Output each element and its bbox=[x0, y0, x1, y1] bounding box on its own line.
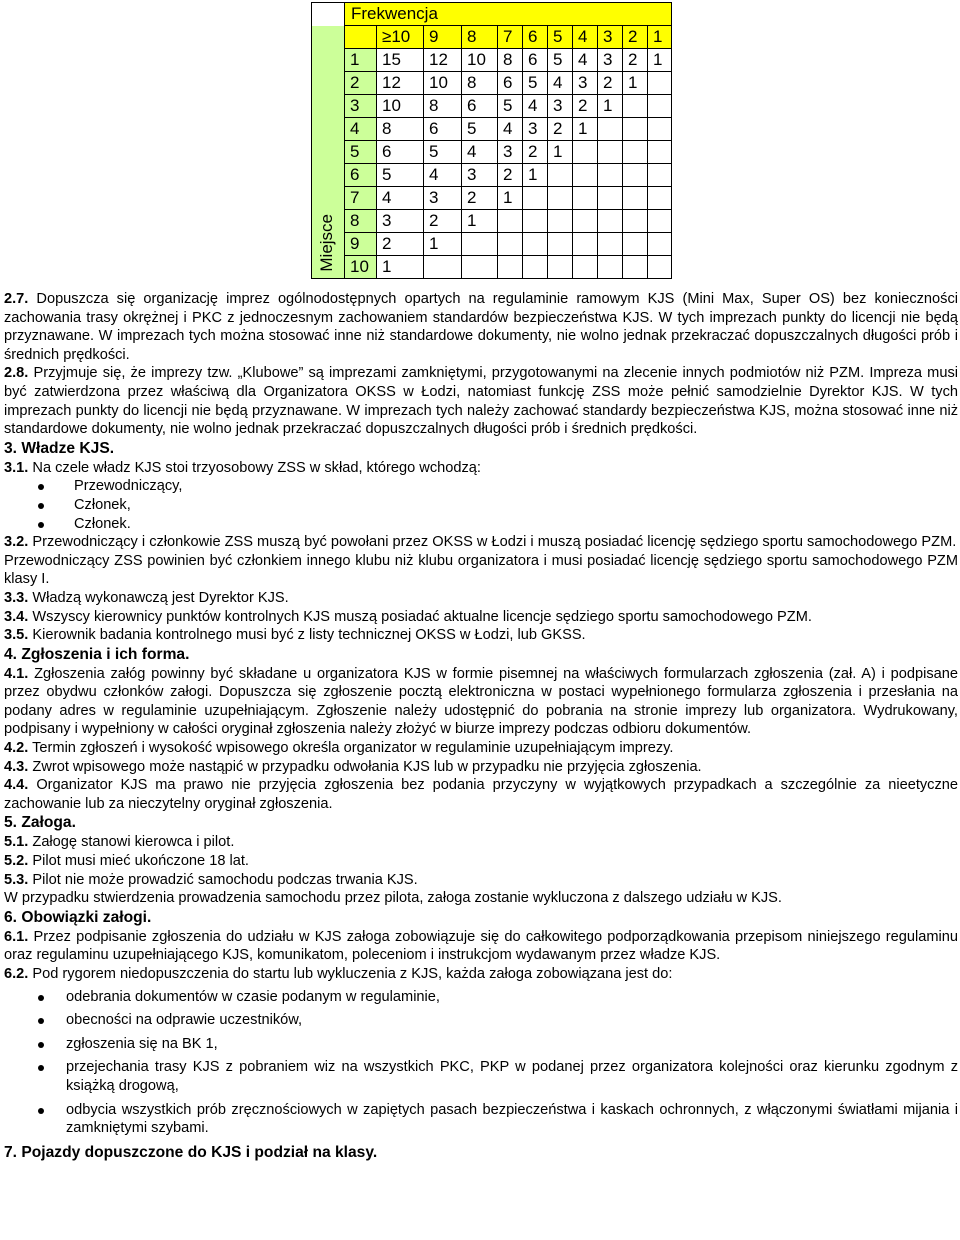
table-cell bbox=[598, 164, 623, 187]
table-cell bbox=[573, 187, 598, 210]
table-cell: 3 bbox=[462, 164, 498, 187]
header-cell: 5 bbox=[548, 26, 573, 49]
table-cell bbox=[462, 256, 498, 279]
table-cell bbox=[598, 210, 623, 233]
paragraph-text: Kierownik badania kontrolnego musi być z listy technicznej OKSS w Łodzi, lub GKSS. bbox=[28, 627, 586, 644]
table-cell bbox=[573, 233, 598, 256]
paragraph-text: Zgłoszenia załóg powinny być składane u organizatora KJS w formie pisemnej na właściwych formularzach zgłoszenia (zał. A) i podpisane przez obydwu członków załogi. Dopuszcza się zgłoszenie pocztą elektroniczna w postaci wypełnionego formularza zgłoszenia i przesłania na podany adres w regulaminie uzupełniającym. Zgłoszenie należy udostępnić do pobrania na stronie imprezy lub organizatora. Wydrukowany, podpisany i wypełniony w całości oryginał zgłoszenia należy złożyć w biurze imprezy podczas odbioru dokumentów. bbox=[4, 665, 958, 738]
paragraph-text: Wszyscy kierownicy punktów kontrolnych KJS muszą posiadać aktualne licencje sędziego sportu samochodowego PZM. bbox=[28, 608, 812, 625]
paragraph-text: Pilot nie może prowadzić samochodu podczas trwania KJS. bbox=[28, 871, 418, 888]
header-cell: 7 bbox=[498, 26, 523, 49]
table-cell: 3 bbox=[377, 210, 424, 233]
paragraph-number: 3.2. bbox=[4, 534, 29, 551]
table-cell: 4 bbox=[424, 164, 462, 187]
paragraph-5-3 bbox=[4, 871, 958, 890]
paragraph-5-1 bbox=[4, 833, 958, 852]
table-cell bbox=[498, 233, 523, 256]
table-cell bbox=[623, 256, 648, 279]
table-cell: 5 bbox=[424, 141, 462, 164]
table-cell: 6 bbox=[462, 95, 498, 118]
paragraph-number: 6.2. bbox=[4, 966, 29, 982]
list-item-text: Członek, bbox=[74, 496, 131, 513]
table-cell bbox=[548, 210, 573, 233]
paragraph-6-1 bbox=[4, 928, 958, 965]
table-title-row bbox=[312, 3, 672, 26]
table-cell bbox=[623, 141, 648, 164]
table-cell bbox=[648, 233, 672, 256]
table-cell bbox=[573, 141, 598, 164]
paragraph-number: 2.7. bbox=[4, 291, 29, 307]
row-label-cell: 3 bbox=[345, 95, 377, 118]
paragraph-number: 3.3. bbox=[4, 589, 29, 606]
paragraph-6-2 bbox=[4, 965, 958, 984]
paragraph-text: Przez podpisanie zgłoszenia do udziału w KJS załoga zobowiązuje się do całkowitego podporządkowania przepisom niniejszego regulaminu oraz regulaminu uzupełniającego KJS, komunikatom, poleceniom i instrukcjom wydawanym przez władze KJS. bbox=[4, 928, 958, 964]
paragraph-4-2 bbox=[4, 739, 958, 758]
table-cell: 8 bbox=[377, 118, 424, 141]
table-cell: 4 bbox=[498, 118, 523, 141]
table-row bbox=[312, 49, 672, 72]
paragraph-3-1 bbox=[4, 459, 958, 478]
table-header-row bbox=[312, 26, 672, 49]
table-cell: 2 bbox=[462, 187, 498, 210]
table-cell bbox=[623, 95, 648, 118]
table-cell bbox=[648, 164, 672, 187]
table-cell bbox=[623, 233, 648, 256]
table-cell: 1 bbox=[573, 118, 598, 141]
paragraph-text: Władzą wykonawczą jest Dyrektor KJS. bbox=[28, 589, 289, 606]
paragraph-number: 3.4. bbox=[4, 608, 29, 625]
table-cell: 2 bbox=[424, 210, 462, 233]
table-cell: 5 bbox=[377, 164, 424, 187]
row-label-cell: 9 bbox=[345, 233, 377, 256]
header-cell: 6 bbox=[523, 26, 548, 49]
table-cell bbox=[548, 187, 573, 210]
paragraph-text: Załogę stanowi kierowca i pilot. bbox=[28, 834, 235, 851]
list-item-text: odbycia wszystkich prób zręcznościowych w zapiętych pasach bezpieczeństwa i kaskach ochronnych, z włączonymi światłami mijania i zamkniętymi szybami. bbox=[66, 1101, 958, 1137]
table-cell: 1 bbox=[377, 256, 424, 279]
paragraph-number: 5.1. bbox=[4, 834, 29, 851]
list-item-text: Członek. bbox=[74, 515, 131, 532]
zss-members-list bbox=[4, 477, 958, 533]
table-cell: 12 bbox=[424, 49, 462, 72]
table-cell bbox=[598, 256, 623, 279]
table-cell: 15 bbox=[377, 49, 424, 72]
table-cell: 4 bbox=[523, 95, 548, 118]
table-cell: 1 bbox=[462, 210, 498, 233]
table-cell bbox=[598, 141, 623, 164]
paragraph-3-3 bbox=[4, 589, 958, 608]
table-cell: 2 bbox=[523, 141, 548, 164]
table-cell: 3 bbox=[424, 187, 462, 210]
section-heading-7: 7. Pojazdy dopuszczone do KJS i podział na klasy. bbox=[4, 1143, 378, 1161]
header-cell: 1 bbox=[648, 26, 672, 49]
table-cell: 1 bbox=[648, 49, 672, 72]
paragraph-number: 3.5. bbox=[4, 627, 29, 644]
table-cell: 1 bbox=[523, 164, 548, 187]
bullet-icon bbox=[38, 503, 44, 509]
table-row bbox=[312, 233, 672, 256]
side-label-cell bbox=[312, 26, 345, 279]
paragraph-5-3-b: W przypadku stwierdzenia prowadzenia samochodu przez pilota, załoga zostanie wykluczona z dalszego udziału w KJS. bbox=[4, 890, 782, 907]
table-cell: 1 bbox=[623, 72, 648, 95]
paragraph-text: Przewodniczący i członkowie ZSS muszą być powołani przez OKSS w Łodzi i muszą posiadać licencję sędziego sportu samochodowego PZM. bbox=[28, 534, 957, 551]
list-item-text: zgłoszenia się na BK 1, bbox=[66, 1035, 218, 1052]
paragraph-number: 4.2. bbox=[4, 740, 29, 757]
list-item bbox=[4, 515, 958, 534]
table-cell bbox=[648, 95, 672, 118]
paragraph-text: Termin zgłoszeń i wysokość wpisowego określa organizator w regulaminie uzupełniającym imprezy. bbox=[28, 740, 674, 757]
table-cell: 3 bbox=[548, 95, 573, 118]
table-cell bbox=[623, 210, 648, 233]
table-cell bbox=[648, 256, 672, 279]
paragraph-2-8 bbox=[4, 364, 958, 438]
table-cell: 3 bbox=[523, 118, 548, 141]
side-label: Miejsce bbox=[317, 214, 336, 272]
paragraph-number: 5.3. bbox=[4, 871, 29, 888]
table-cell: 5 bbox=[548, 49, 573, 72]
table-cell bbox=[498, 210, 523, 233]
section-heading-3: 3. Władze KJS. bbox=[4, 439, 115, 457]
paragraph-text: Dopuszcza się organizację imprez ogólnodostępnych opartych na regulaminie ramowym KJS (Mini Max, Super OS) bez konieczności zachowania trasy okrężnej i PKC z jednoczesnym zachowaniem standardów bezpieczeństwa KJS. W tych imprezach punkty do licencji nie będą przyznawane. W imprezach tych można stosować inne niż standardowe dokumenty, nie wolno jednak przekraczać dopuszczalnych długości prób i średnich prędkości. bbox=[4, 291, 958, 363]
table-cell bbox=[648, 141, 672, 164]
row-label-cell: 5 bbox=[345, 141, 377, 164]
paragraph-text: Zwrot wpisowego może nastąpić w przypadku odwołania KJS lub w przypadku nie przyjęcia zgłoszenia. bbox=[28, 758, 702, 775]
row-label-cell: 10 bbox=[345, 256, 377, 279]
bullet-icon bbox=[38, 995, 44, 1001]
table-cell bbox=[573, 256, 598, 279]
table-cell bbox=[648, 72, 672, 95]
paragraph-4-3 bbox=[4, 758, 958, 777]
document-body bbox=[4, 290, 958, 1163]
table-cell: 2 bbox=[598, 72, 623, 95]
table-cell bbox=[523, 187, 548, 210]
paragraph-text: Przyjmuje się, że imprezy tzw. „Klubowe” są imprezami zamkniętymi, przygotowanymi na zlecenie innych podmiotów niż PZM. Impreza musi być zatwierdzona przez właściwą dla Organizatora OKSS w Łodzi, natomiast funkcję ZSS może pełnić samodzielnie Dyrektor KJS. W tych imprezach punkty do licencji nie będą przyznawane. W imprezach tych należy zachować standardy bezpieczeństwa KJS, można stosować inne niż standardowe dokumenty, nie wolno jednak przekraczać dopuszczalnych długości prób i średnich prędkości. bbox=[4, 365, 958, 438]
section-heading-6: 6. Obowiązki załogi. bbox=[4, 908, 152, 926]
table-cell: 2 bbox=[548, 118, 573, 141]
table-cell bbox=[573, 210, 598, 233]
table-cell bbox=[523, 256, 548, 279]
table-cell: 6 bbox=[498, 72, 523, 95]
table-cell bbox=[424, 256, 462, 279]
table-cell: 12 bbox=[377, 72, 424, 95]
table-cell: 3 bbox=[598, 49, 623, 72]
list-item bbox=[4, 988, 958, 1007]
table-cell bbox=[498, 256, 523, 279]
table-cell: 5 bbox=[498, 95, 523, 118]
list-item bbox=[4, 1058, 958, 1095]
table-cell bbox=[623, 118, 648, 141]
table-cell bbox=[523, 210, 548, 233]
header-cell: ≥10 bbox=[377, 26, 424, 49]
table-cell: 1 bbox=[598, 95, 623, 118]
table-cell: 5 bbox=[462, 118, 498, 141]
table-cell: 2 bbox=[623, 49, 648, 72]
table-cell: 1 bbox=[548, 141, 573, 164]
header-cell: 3 bbox=[598, 26, 623, 49]
table-cell: 4 bbox=[573, 49, 598, 72]
crew-obligations-list bbox=[4, 988, 958, 1138]
table-cell: 2 bbox=[498, 164, 523, 187]
paragraph-2-7 bbox=[4, 290, 958, 364]
list-item-text: odebrania dokumentów w czasie podanym w regulaminie, bbox=[66, 988, 440, 1005]
table-cell: 6 bbox=[523, 49, 548, 72]
paragraph-number: 5.2. bbox=[4, 853, 29, 870]
table-cell bbox=[548, 233, 573, 256]
paragraph-number: 4.1. bbox=[4, 665, 29, 682]
row-label-cell: 8 bbox=[345, 210, 377, 233]
paragraph-number: 4.4. bbox=[4, 777, 29, 794]
bullet-icon bbox=[38, 522, 44, 528]
table-cell bbox=[598, 118, 623, 141]
table-cell: 4 bbox=[462, 141, 498, 164]
row-label-cell: 6 bbox=[345, 164, 377, 187]
table-cell: 3 bbox=[498, 141, 523, 164]
table-cell: 8 bbox=[498, 49, 523, 72]
table-row bbox=[312, 256, 672, 279]
bullet-icon bbox=[38, 1065, 44, 1071]
bullet-icon bbox=[38, 1042, 44, 1048]
section-heading-4: 4. Zgłoszenia i ich forma. bbox=[4, 645, 190, 663]
section-heading-5: 5. Załoga. bbox=[4, 814, 76, 832]
list-item bbox=[4, 1011, 958, 1030]
table-cell: 8 bbox=[424, 95, 462, 118]
table-row bbox=[312, 141, 672, 164]
table-cell: 1 bbox=[498, 187, 523, 210]
list-item bbox=[4, 496, 958, 515]
table-cell bbox=[648, 118, 672, 141]
table-cell: 10 bbox=[462, 49, 498, 72]
header-cell: 8 bbox=[462, 26, 498, 49]
table-title: Frekwencja bbox=[345, 3, 672, 26]
paragraph-number: 6.1. bbox=[4, 928, 29, 945]
list-item bbox=[4, 1101, 958, 1138]
table-corner-cell bbox=[312, 3, 345, 26]
table-cell: 2 bbox=[377, 233, 424, 256]
header-blank-cell bbox=[345, 26, 377, 49]
list-item bbox=[4, 477, 958, 496]
list-item bbox=[4, 1035, 958, 1054]
table-cell: 8 bbox=[462, 72, 498, 95]
row-label-cell: 1 bbox=[345, 49, 377, 72]
row-label-cell: 7 bbox=[345, 187, 377, 210]
table-cell bbox=[623, 164, 648, 187]
paragraph-3-4 bbox=[4, 608, 958, 627]
table-cell bbox=[548, 164, 573, 187]
table-cell: 10 bbox=[377, 95, 424, 118]
bullet-icon bbox=[38, 1018, 44, 1024]
paragraph-4-1 bbox=[4, 665, 958, 739]
table-row bbox=[312, 72, 672, 95]
list-item-text: obecności na odprawie uczestników, bbox=[66, 1012, 303, 1029]
table-cell bbox=[648, 187, 672, 210]
table-cell: 2 bbox=[573, 95, 598, 118]
paragraph-3-5 bbox=[4, 626, 958, 645]
table-cell bbox=[598, 233, 623, 256]
table-cell: 10 bbox=[424, 72, 462, 95]
paragraph-4-4 bbox=[4, 776, 958, 813]
paragraph-3-2-b: Przewodniczący ZSS powinien być członkiem innego klubu niż klubu organizatora i musi posiadać licencję sędziego sportu samochodowego PZM klasy I. bbox=[4, 552, 958, 588]
paragraph-number: 3.1. bbox=[4, 459, 29, 476]
table-cell bbox=[573, 164, 598, 187]
table-cell bbox=[523, 233, 548, 256]
list-item-text: przejechania trasy KJS z pobraniem wiz na wszystkich PKC, PKP w podanej przez organizatora kolejności oraz kierunku zgodnym z książką drogową, bbox=[66, 1059, 958, 1094]
paragraph-text: Organizator KJS ma prawo nie przyjęcia zgłoszenia bez podania przyczyny w wyjątkowych przypadkach a szczególnie za nieetyczne zachowanie lub za nieczytelny oryginał zgłoszenia. bbox=[4, 777, 958, 812]
table-row bbox=[312, 187, 672, 210]
row-label-cell: 4 bbox=[345, 118, 377, 141]
table-row bbox=[312, 118, 672, 141]
table-row bbox=[312, 95, 672, 118]
bullet-icon bbox=[38, 484, 44, 490]
header-cell: 2 bbox=[623, 26, 648, 49]
table-row bbox=[312, 164, 672, 187]
list-item-text: Przewodniczący, bbox=[74, 478, 183, 495]
paragraph-3-2 bbox=[4, 533, 958, 552]
paragraph-number: 4.3. bbox=[4, 758, 29, 775]
bullet-icon bbox=[38, 1108, 44, 1114]
table-cell bbox=[648, 210, 672, 233]
header-cell: 9 bbox=[424, 26, 462, 49]
table-cell: 4 bbox=[548, 72, 573, 95]
table-cell bbox=[462, 233, 498, 256]
paragraph-5-2 bbox=[4, 852, 958, 871]
table-cell: 4 bbox=[377, 187, 424, 210]
table-cell: 5 bbox=[523, 72, 548, 95]
table-cell bbox=[548, 256, 573, 279]
paragraph-text: Pod rygorem niedopuszczenia do startu lub wykluczenia z KJS, każda załoga zobowiązana jest do: bbox=[28, 966, 673, 982]
paragraph-number: 2.8. bbox=[4, 365, 29, 382]
table-cell: 6 bbox=[424, 118, 462, 141]
table-cell bbox=[598, 187, 623, 210]
table-cell: 1 bbox=[424, 233, 462, 256]
row-label-cell: 2 bbox=[345, 72, 377, 95]
header-cell: 4 bbox=[573, 26, 598, 49]
table-cell: 6 bbox=[377, 141, 424, 164]
table-row bbox=[312, 210, 672, 233]
paragraph-text: Na czele władz KJS stoi trzyosobowy ZSS w skład, którego wchodzą: bbox=[28, 459, 481, 476]
table-cell: 3 bbox=[573, 72, 598, 95]
paragraph-text: Pilot musi mieć ukończone 18 lat. bbox=[28, 853, 249, 870]
table-cell bbox=[623, 187, 648, 210]
points-table bbox=[311, 2, 672, 279]
